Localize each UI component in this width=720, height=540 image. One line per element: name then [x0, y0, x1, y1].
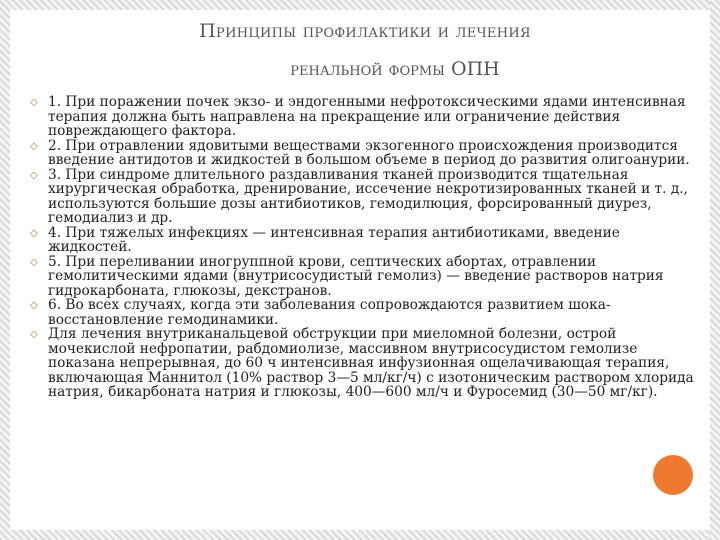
- list-item-text: Для лечения внутриканальцевой обструкции при миеломной болезни, острой мочекислой нефропатии, рабдомиолизе, массивном внутрисосудистом гемолизе показана непрерывная, до 60 ч интенсивная инфузионная ощелачивающая терапия, включающая Маннитол (10% раствор 3—5 мл/кг/ч) с изотоническим раствором хлорида натрия, бикарбоната натрия и глюкозы, 400—600 мл/ч и Фуросемид (30—50 мг/кг).: [48, 326, 694, 400]
- slide-border-bottom: [0, 530, 720, 540]
- list-item: [30, 139, 702, 168]
- list-item-text: 4. При тяжелых инфекциях — интенсивная терапия антибиотиками, введение жидкостей.: [48, 224, 620, 255]
- title-line-2: ренальной формы ОПН: [290, 58, 500, 80]
- list-item: [30, 298, 702, 327]
- hollow-diamond-bullet-icon: ◇: [30, 300, 38, 311]
- hollow-diamond-bullet-icon: ◇: [30, 227, 38, 239]
- list-item-text: 5. При переливании иногруппной крови, септических абортах, отравлении гемолитическими ядами (внутрисосудистый гемолиз) — введение растворов натрия гидрокарбоната, глюкозы, декстранов.: [48, 253, 664, 299]
- list-item: [30, 255, 702, 299]
- list-item-text: 6. Во всех случаях, когда эти заболевания сопровождаются развитием шока- восстановление гемодинамики.: [48, 297, 611, 328]
- list-item: [30, 226, 702, 255]
- title-line-1: Принципы профилактики и лечения: [199, 20, 531, 42]
- list-item: [30, 327, 702, 400]
- bullet-list: [30, 95, 702, 400]
- slide-border-top: [0, 0, 720, 10]
- hollow-diamond-bullet-icon: ◇: [30, 256, 38, 268]
- list-item-text: 3. При синдроме длительного раздавливания тканей производится тщательная хирургическая обработка, дренирование, иссечение некротизированных тканей и т. д., используются большие дозы антибиотиков, гемодилюция, форсированный диурез, гемодиализ и др.: [48, 166, 688, 226]
- hollow-diamond-bullet-icon: ◇: [30, 140, 38, 152]
- list-item: [30, 168, 702, 226]
- hollow-diamond-bullet-icon: ◇: [30, 97, 38, 108]
- page-number-badge: [653, 455, 693, 495]
- hollow-diamond-bullet-icon: ◇: [30, 169, 38, 181]
- list-item: [30, 95, 702, 139]
- list-item-text: 2. При отравлении ядовитыми веществами экзогенного происхождения производится введение антидотов и жидкостей в большом объеме в период до развития олигоанурии.: [48, 137, 690, 168]
- slide-border-right: [710, 0, 720, 540]
- slide-title: [40, 12, 690, 88]
- slide-border-left: [0, 0, 10, 540]
- list-item-text: 1. При поражении почек экзо- и эндогенными нефротоксическими ядами интенсивная терапия должна быть направлена на прекращение или ограничение действия повреждающего фактора.: [48, 94, 686, 139]
- hollow-diamond-bullet-icon: ◇: [30, 329, 38, 340]
